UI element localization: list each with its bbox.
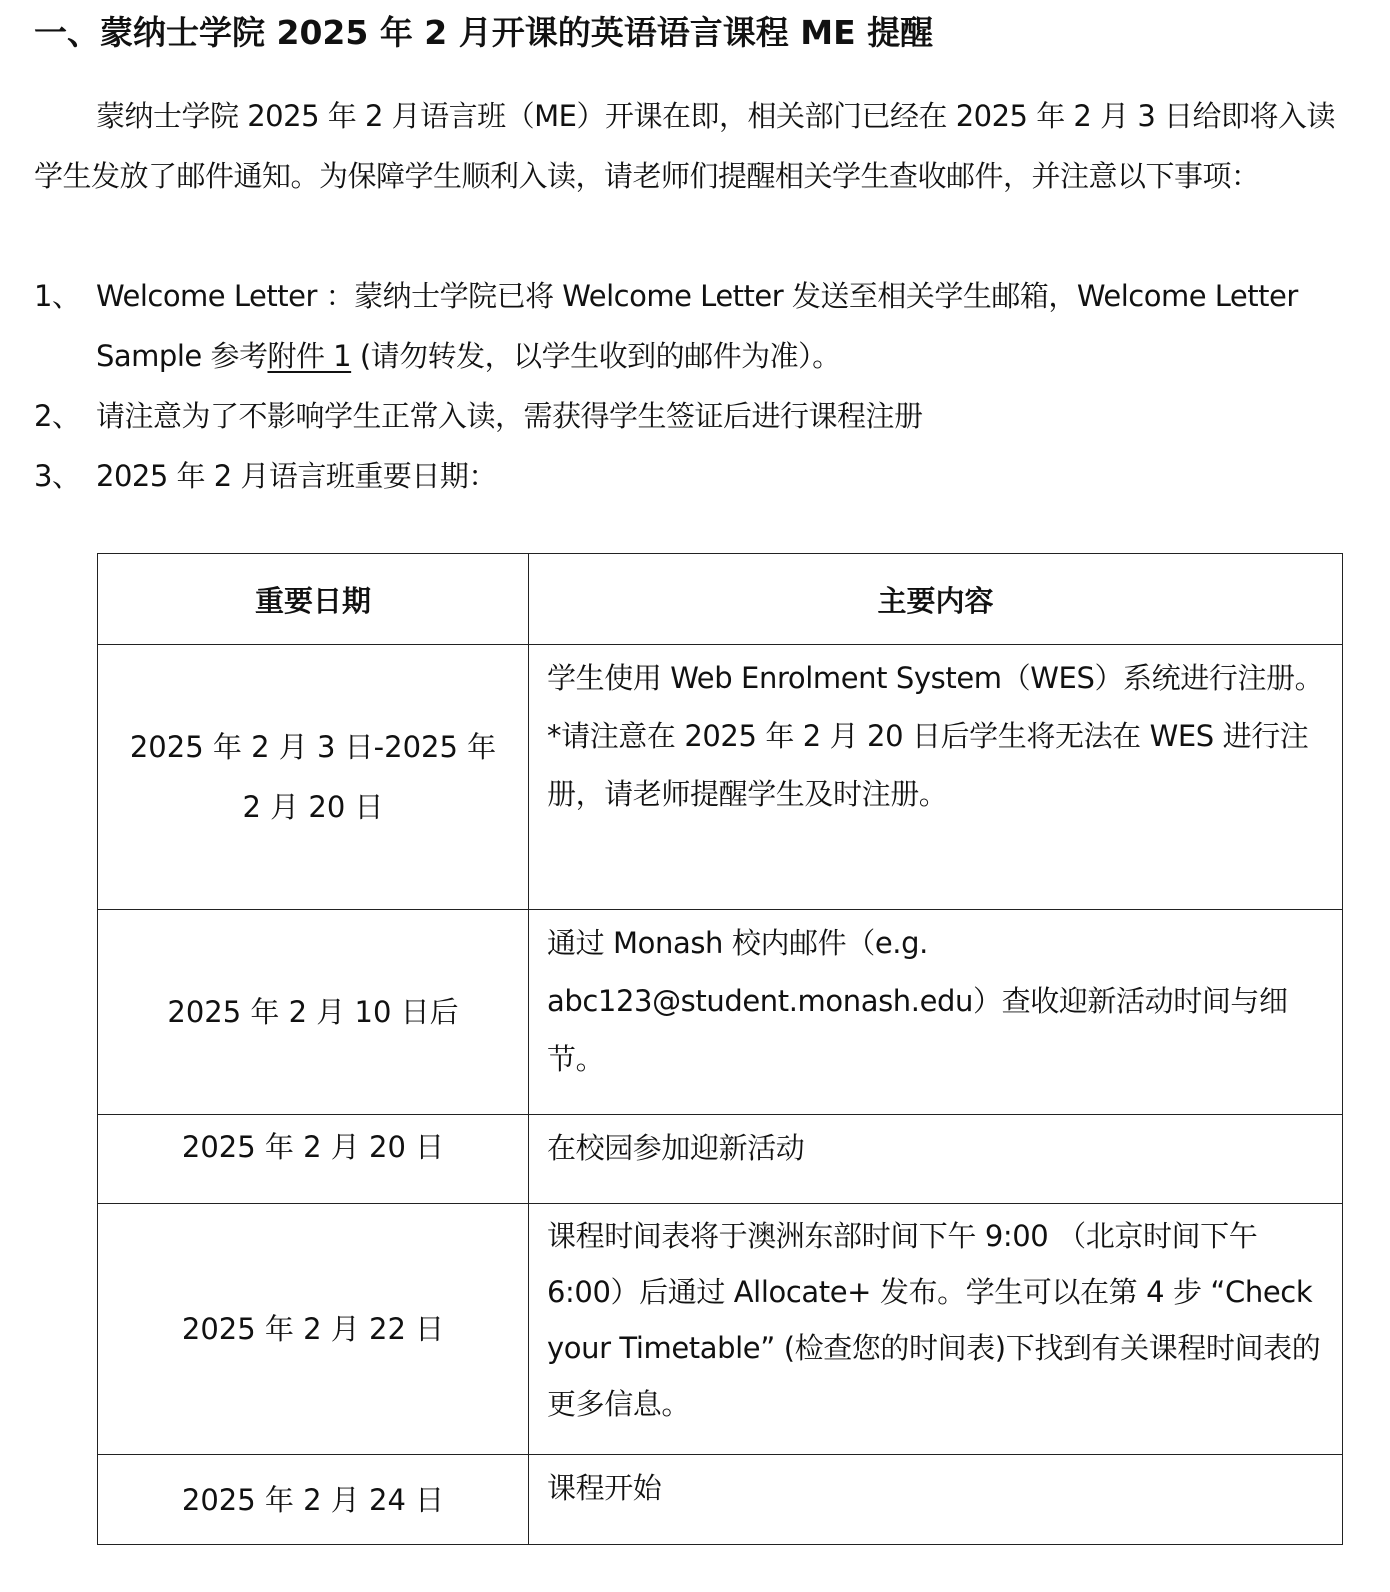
content-line: 课程开始: [547, 1471, 662, 1505]
content-cell: [529, 1204, 1343, 1455]
table-row: [98, 910, 1343, 1115]
content-cell: [529, 645, 1343, 910]
list-item: [34, 446, 1344, 506]
list-item-text: Welcome Letter ：蒙纳士学院已将 Welcome Letter 发送至相关学生邮箱，Welcome Letter Sample 参考: [96, 279, 1298, 373]
content-cell: [529, 910, 1343, 1115]
header-content: 主要内容: [529, 554, 1343, 645]
header-date: 重要日期: [98, 554, 529, 645]
date-cell: 2025 年 2 月 22 日: [98, 1204, 529, 1455]
list-number: 1、: [34, 279, 81, 313]
table-header-row: [98, 554, 1343, 645]
content-cell: [529, 1115, 1343, 1204]
important-dates-table: [97, 553, 1343, 1545]
content-line: 通过 Monash 校内邮件（e.g. abc123@student.monash.edu）查收迎新活动时间与细节。: [547, 926, 1288, 1076]
list-number: 3、: [34, 459, 81, 493]
list-item: [34, 266, 1344, 386]
date-cell: 2025 年 2 月 20 日: [98, 1115, 529, 1204]
table-row: [98, 1204, 1343, 1455]
intro-paragraph: [34, 86, 1344, 206]
intro-text: 蒙纳士学院 2025 年 2 月语言班（ME）开课在即，相关部门已经在 2025 年 2 月 3 日给即将入读学生发放了邮件通知。为保障学生顺利入读，请老师们提醒相关学生查收邮件，并注意以下事项：: [34, 99, 1335, 193]
date-cell: 2025 年 2 月 24 日: [98, 1455, 529, 1545]
table-row: [98, 1115, 1343, 1204]
content-cell: [529, 1455, 1343, 1545]
content-line: *请注意在 2025 年 2 月 20 日后学生将无法在 WES 进行注册，请老师提醒学生及时注册。: [547, 719, 1309, 811]
list-number: 2、: [34, 399, 81, 433]
list-item-text: 2025 年 2 月语言班重要日期：: [96, 459, 497, 493]
table-row: [98, 1455, 1343, 1545]
content-line: 课程时间表将于澳洲东部时间下午 9:00 （北京时间下午 6:00）后通过 Allocate+ 发布。学生可以在第 4 步 “Check your Timetable” (检查您的时间表)下找到有关课程时间表的更多信息。: [547, 1219, 1321, 1421]
section-title: 一、蒙纳士学院 2025 年 2 月开课的英语语言课程 ME 提醒: [34, 13, 934, 52]
content-line: 学生使用 Web Enrolment System（WES）系统进行注册。: [547, 661, 1324, 695]
content-line: 在校园参加迎新活动: [547, 1131, 805, 1165]
notice-list: [34, 266, 1344, 506]
list-item-text: 请注意为了不影响学生正常入读，需获得学生签证后进行课程注册: [96, 399, 923, 433]
date-cell: 2025 年 2 月 3 日-2025 年 2 月 20 日: [98, 645, 529, 910]
date-cell: 2025 年 2 月 10 日后: [98, 910, 529, 1115]
table-row: [98, 645, 1343, 910]
list-item-text-after: (请勿转发，以学生收到的邮件为准）。: [351, 339, 841, 373]
list-item: [34, 386, 1344, 446]
attachment-link[interactable]: 附件 1: [267, 339, 352, 373]
